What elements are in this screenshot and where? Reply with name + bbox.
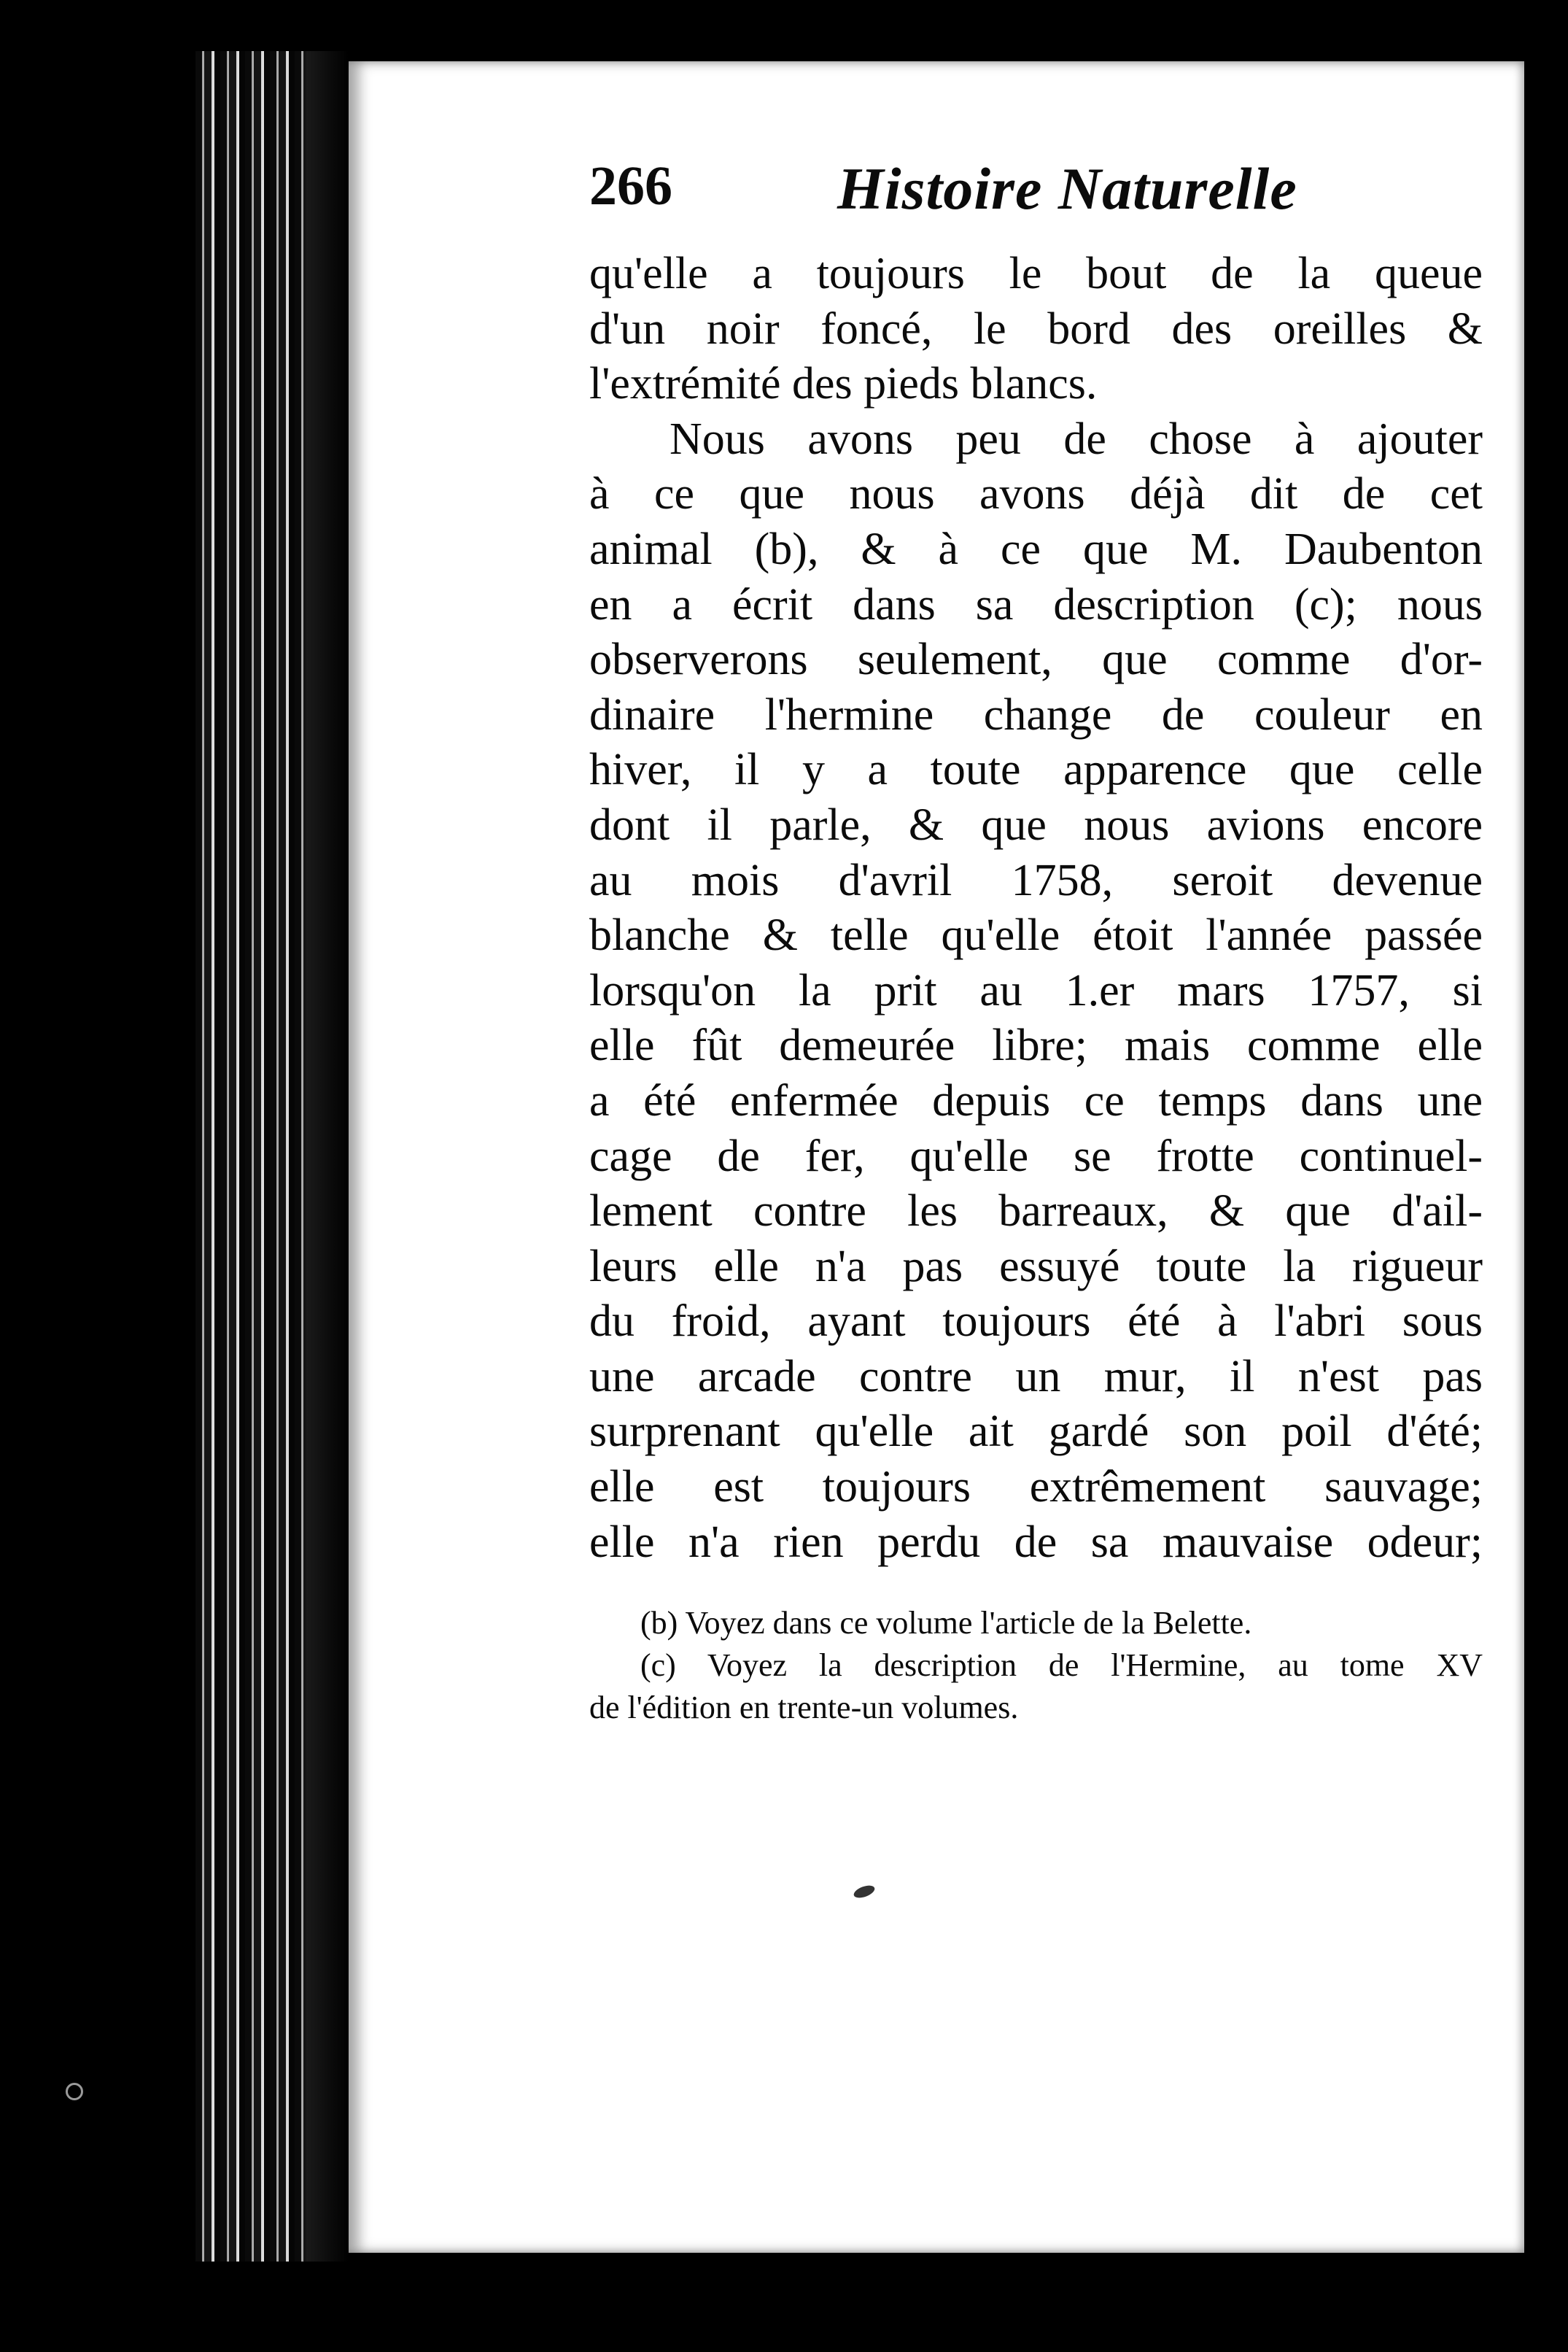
- text-line: elle n'a rien perdu de sa mauvaise odeur;: [589, 1517, 1483, 1567]
- text-line: cage de fer, qu'elle se frotte continuel-: [589, 1131, 1483, 1181]
- text-line: elle fût demeurée libre; mais comme elle: [589, 1021, 1483, 1071]
- footnote-c: (c) Voyez la description de l'Hermine, au tome XV: [640, 1647, 1483, 1683]
- text-line: lorsqu'on la prit au 1.er mars 1757, si: [589, 965, 1483, 1016]
- text-line: animal (b), & à ce que M. Daubenton: [589, 524, 1483, 574]
- text-line: elle est toujours extrêmement sauvage;: [589, 1462, 1483, 1512]
- text-line: au mois d'avril 1758, seroit devenue: [589, 855, 1483, 905]
- running-title: Histoire Naturelle: [837, 155, 1297, 222]
- body-text: [589, 247, 1483, 1570]
- text-line: dont il parle, & que nous avions encore: [589, 800, 1483, 850]
- text-line: du froid, ayant toujours été à l'abri sous: [589, 1296, 1483, 1347]
- text-line: hiver, il y a toute apparence que celle: [589, 745, 1483, 795]
- text-line: à ce que nous avons déjà dit de cet: [589, 469, 1483, 519]
- footnote-c-continued: de l'édition en trente-un volumes.: [589, 1690, 1019, 1725]
- text-line: surprenant qu'elle ait gardé son poil d'été;: [589, 1407, 1483, 1457]
- text-line: d'un noir foncé, le bord des oreilles &: [589, 303, 1483, 354]
- page-number: 266: [589, 155, 672, 217]
- text-line: leurs elle n'a pas essuyé toute la rigueur: [589, 1241, 1483, 1291]
- text-line: Nous avons peu de chose à ajouter: [669, 414, 1483, 464]
- footnote-b: (b) Voyez dans ce volume l'article de la Belette.: [640, 1605, 1252, 1641]
- text-line: dinaire l'hermine change de couleur en: [589, 689, 1483, 740]
- text-line: observerons seulement, que comme d'or-: [589, 635, 1483, 685]
- text-line: lement contre les barreaux, & que d'ail-: [589, 1186, 1483, 1237]
- text-line: l'extrémité des pieds blancs.: [589, 359, 1098, 409]
- text-line: qu'elle a toujours le bout de la queue: [589, 249, 1483, 298]
- text-line: en a écrit dans sa description (c); nous: [589, 579, 1483, 630]
- gutter-shadow: [306, 51, 349, 2262]
- text-line: a été enfermée depuis ce temps dans une: [589, 1075, 1483, 1126]
- running-head: [589, 155, 1501, 235]
- text-line: blanche & telle qu'elle étoit l'année passée: [589, 910, 1483, 961]
- scan-border: [1524, 61, 1568, 2253]
- punch-hole-mark: [66, 2083, 83, 2100]
- footnotes: [589, 1602, 1483, 1729]
- text-line: une arcade contre un mur, il n'est pas: [589, 1351, 1483, 1401]
